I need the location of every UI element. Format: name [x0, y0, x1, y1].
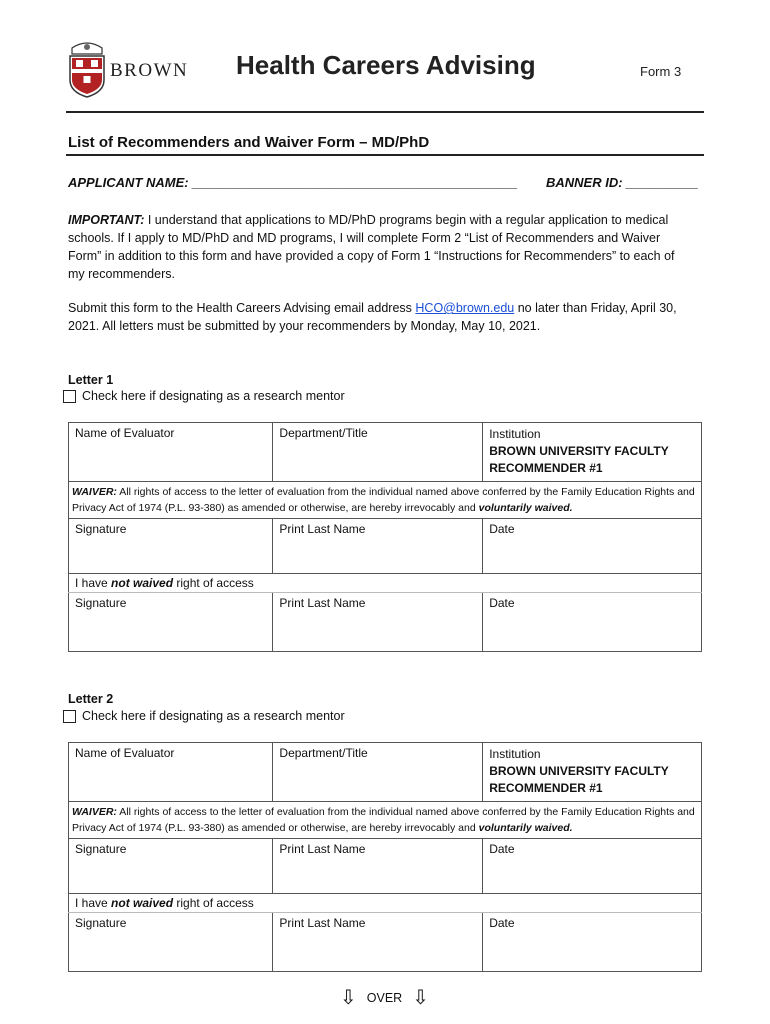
subtitle-divider	[66, 154, 704, 156]
waiver-label: WAIVER:	[72, 486, 117, 498]
form-subtitle: List of Recommenders and Waiver Form – MD/PhD	[68, 134, 430, 151]
print-last-name-field[interactable]	[273, 593, 483, 652]
signature-label: Signature	[75, 522, 127, 536]
waiver-statement	[69, 482, 702, 519]
not-waived-pre: I have	[75, 896, 112, 910]
name-label: Name of Evaluator	[75, 426, 175, 440]
mentor-label: Check here if designating as a research mentor	[82, 709, 345, 723]
submit-paragraph	[68, 299, 688, 335]
important-paragraph	[68, 211, 688, 283]
over-label: OVER	[366, 991, 403, 1005]
name-of-evaluator-field[interactable]	[69, 743, 273, 802]
waiver-text: All rights of access to the letter of evaluation from the individual named above conferred by the Family Education Rights and Privacy Act of 1974 (P.L. 93-380) as amended or otherwise, are hereby irrevocably and	[72, 486, 695, 514]
over-indicator	[340, 988, 429, 1008]
waiver-label: WAIVER:	[72, 806, 117, 818]
important-label: IMPORTANT:	[68, 213, 145, 227]
not-waived-emphasis: not waived	[111, 896, 174, 910]
date-label: Date	[489, 522, 515, 536]
print-last-name-field[interactable]	[273, 519, 483, 574]
signature-label: Signature	[75, 842, 127, 856]
dept-label: Department/Title	[279, 426, 368, 440]
not-waived-statement	[69, 574, 702, 593]
date-label: Date	[489, 916, 515, 930]
print-last-name-field[interactable]	[273, 839, 483, 894]
header-divider	[66, 111, 704, 113]
signature-field[interactable]	[69, 519, 273, 574]
date-field[interactable]	[483, 593, 702, 652]
applicant-name-field[interactable]: APPLICANT NAME: _____________________________________________	[68, 175, 518, 190]
signature-label: Signature	[75, 596, 127, 610]
dept-label: Department/Title	[279, 746, 368, 760]
important-text: I understand that applications to MD/PhD programs begin with a regular application to medical schools. If I apply to MD/PhD and MD programs, I will complete Form 2 “List of Recommenders and Waiver Form” in addition to this form and have provided a copy of Form 1 “Instructions for Recommenders” to each of my recommenders.	[68, 213, 675, 281]
not-waived-post: right of access	[173, 576, 254, 590]
letter-1-mentor-option[interactable]	[63, 389, 345, 403]
waiver-emphasis: voluntarily waived.	[478, 822, 573, 834]
email-link[interactable]: HCO@brown.edu	[415, 301, 515, 315]
print-last-name-field[interactable]	[273, 913, 483, 972]
page-title: Health Careers Advising	[236, 50, 536, 80]
submit-text-pre: Submit this form to the Health Careers Advising email address	[68, 301, 416, 315]
research-mentor-checkbox[interactable]	[63, 710, 76, 723]
inst-label: Institution	[489, 427, 541, 441]
waiver-emphasis: voluntarily waived.	[478, 502, 573, 514]
letter-2-heading: Letter 2	[68, 692, 114, 706]
print-name-label: Print Last Name	[279, 916, 366, 930]
down-arrow-icon: ⇩	[412, 987, 429, 1009]
letter-2-mentor-option[interactable]	[63, 709, 345, 723]
print-name-label: Print Last Name	[279, 522, 366, 536]
date-field[interactable]	[483, 839, 702, 894]
signature-field[interactable]	[69, 839, 273, 894]
inst-value: BROWN UNIVERSITY FACULTY RECOMMENDER #1	[489, 764, 669, 795]
date-label: Date	[489, 596, 515, 610]
name-of-evaluator-field[interactable]	[69, 423, 273, 482]
name-label: Name of Evaluator	[75, 746, 175, 760]
print-name-label: Print Last Name	[279, 596, 366, 610]
inst-label: Institution	[489, 747, 541, 761]
mentor-label: Check here if designating as a research mentor	[82, 389, 345, 403]
submit-text-post: no later than Friday, April 30, 2021. All letters must be submitted by your recommenders by Monday, May 10, 2021.	[68, 301, 677, 333]
letter-1-heading: Letter 1	[68, 373, 114, 387]
letter-2-table	[68, 742, 702, 972]
banner-id-field[interactable]: BANNER ID: __________	[546, 175, 699, 190]
institution-field	[483, 743, 702, 802]
letter-1-table	[68, 422, 702, 652]
date-label: Date	[489, 842, 515, 856]
signature-field[interactable]	[69, 913, 273, 972]
form-number: Form 3	[640, 64, 682, 79]
date-field[interactable]	[483, 913, 702, 972]
not-waived-emphasis: not waived	[111, 576, 174, 590]
date-field[interactable]	[483, 519, 702, 574]
institution-field	[483, 423, 702, 482]
not-waived-post: right of access	[173, 896, 254, 910]
department-title-field[interactable]	[273, 743, 483, 802]
not-waived-statement	[69, 894, 702, 913]
not-waived-pre: I have	[75, 576, 112, 590]
print-name-label: Print Last Name	[279, 842, 366, 856]
inst-value: BROWN UNIVERSITY FACULTY RECOMMENDER #1	[489, 444, 669, 475]
brand-wordmark: BROWN	[110, 60, 189, 81]
brown-shield-logo-icon	[66, 40, 108, 98]
signature-field[interactable]	[69, 593, 273, 652]
waiver-statement	[69, 802, 702, 839]
research-mentor-checkbox[interactable]	[63, 390, 76, 403]
signature-label: Signature	[75, 916, 127, 930]
waiver-text: All rights of access to the letter of evaluation from the individual named above conferred by the Family Education Rights and Privacy Act of 1974 (P.L. 93-380) as amended or otherwise, are hereby irrevocably and	[72, 806, 695, 834]
down-arrow-icon: ⇩	[340, 987, 357, 1009]
department-title-field[interactable]	[273, 423, 483, 482]
